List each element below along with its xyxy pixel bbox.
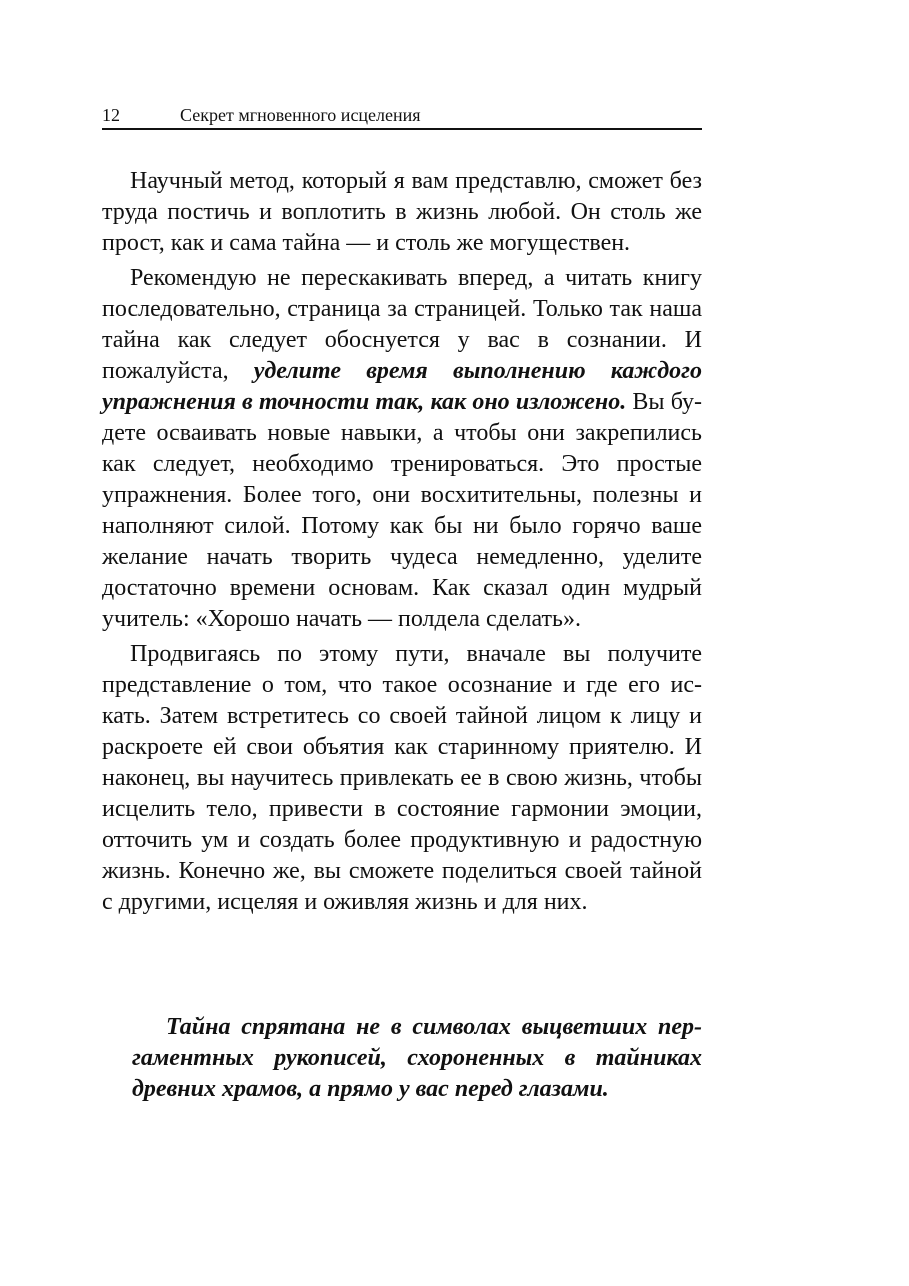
paragraph-2-rest: Вы будете осваивать новые навыки, а чтобы они закрепились как следует, необходимо тренироваться. Это простые упражнения. Более того, они восхитительны, полезны и наполняют силой. Потому как бы ни было горячо ваше желание начать творить чудеса немедленно, уделите достаточно времени основам. Как сказал один мудрый учитель: «Хорошо начать — полдела сделать». — [102, 389, 702, 632]
paragraph-2-emphasis: уделите время выполнению каждого упражнения в точности так, как оно изложено. — [102, 358, 702, 415]
body-text — [102, 166, 702, 918]
paragraph-3: Продвигаясь по этому пути, вначале вы получите представление о том, что такое осознание и где его искать. Затем встретитесь со своей тайной лицом к лицу и раскроете ей свои объятия как старинному приятелю. И наконец, вы научитесь привлекать ее в свою жизнь, чтобы исцелить тело, привести в состояние гармонии эмоции, отточить ум и создать более продуктивную и радостную жизнь. Конечно же, вы сможете поделиться своей тайной с другими, исцеляя и оживляя жизнь и для них. — [102, 641, 702, 915]
paragraph-2 — [102, 263, 702, 635]
running-head-title: Секрет мгновенного исцеления — [180, 105, 421, 125]
pull-quote: Тайна спрятана не в символах выцветших пергаментных рукописей, схороненных в тайниках древних храмов, а прямо у вас перед глазами. — [132, 1014, 702, 1102]
page-number: 12 — [102, 105, 120, 125]
running-header — [102, 104, 702, 130]
paragraph-1: Научный метод, который я вам представлю, сможет без труда постичь и воплотить в жизнь любой. Он столь же прост, как и сама тайна — и столь же могуществен. — [102, 168, 702, 256]
paragraph-2-lead: Рекомендую не перескакивать вперед, а читать книгу последовательно, страница за страницей. Только так наша тайна как следует обоснуется у вас в сознании. И пожалуйста, — [102, 265, 702, 384]
